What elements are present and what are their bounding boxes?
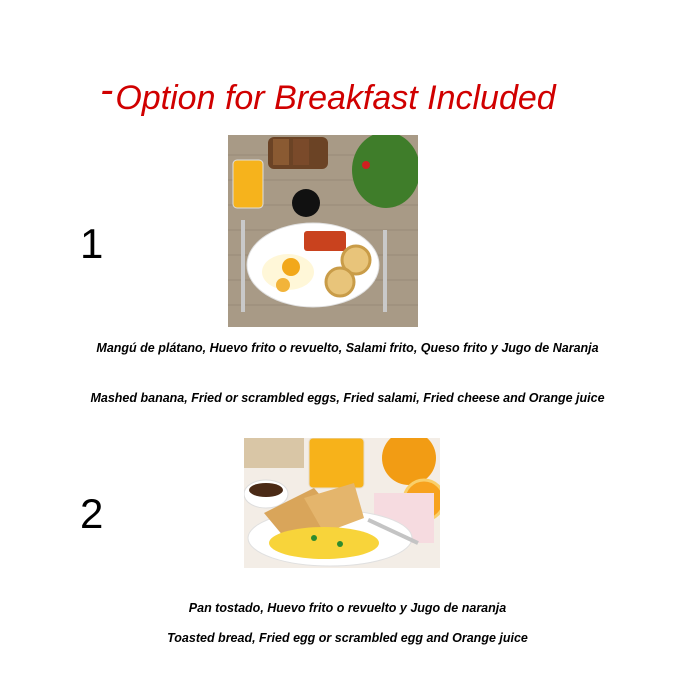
option-2-spanish: Pan tostado, Huevo frito o revuelto y Jugo de naranja xyxy=(188,601,507,615)
option-1-photo xyxy=(228,135,418,327)
breakfast-plate-icon xyxy=(228,135,418,327)
page-title xyxy=(100,68,556,119)
option-1-number: 1 xyxy=(80,220,104,267)
option-1-english: Mashed banana, Fried or scrambled eggs, Fried salami, Fried cheese and Orange juice xyxy=(90,391,605,405)
option-1-spanish: Mangú de plátano, Huevo frito o revuelto, Salami frito, Queso frito y Jugo de Naranja xyxy=(96,341,599,355)
title-text: Option for Breakfast Included xyxy=(115,79,556,117)
option-2-photo xyxy=(244,438,440,568)
title-dash: - xyxy=(100,68,114,112)
option-2-english: Toasted bread, Fried egg or scrambled egg and Orange juice xyxy=(167,631,528,645)
breakfast-toast-icon xyxy=(244,438,440,568)
option-2-number: 2 xyxy=(80,490,104,537)
